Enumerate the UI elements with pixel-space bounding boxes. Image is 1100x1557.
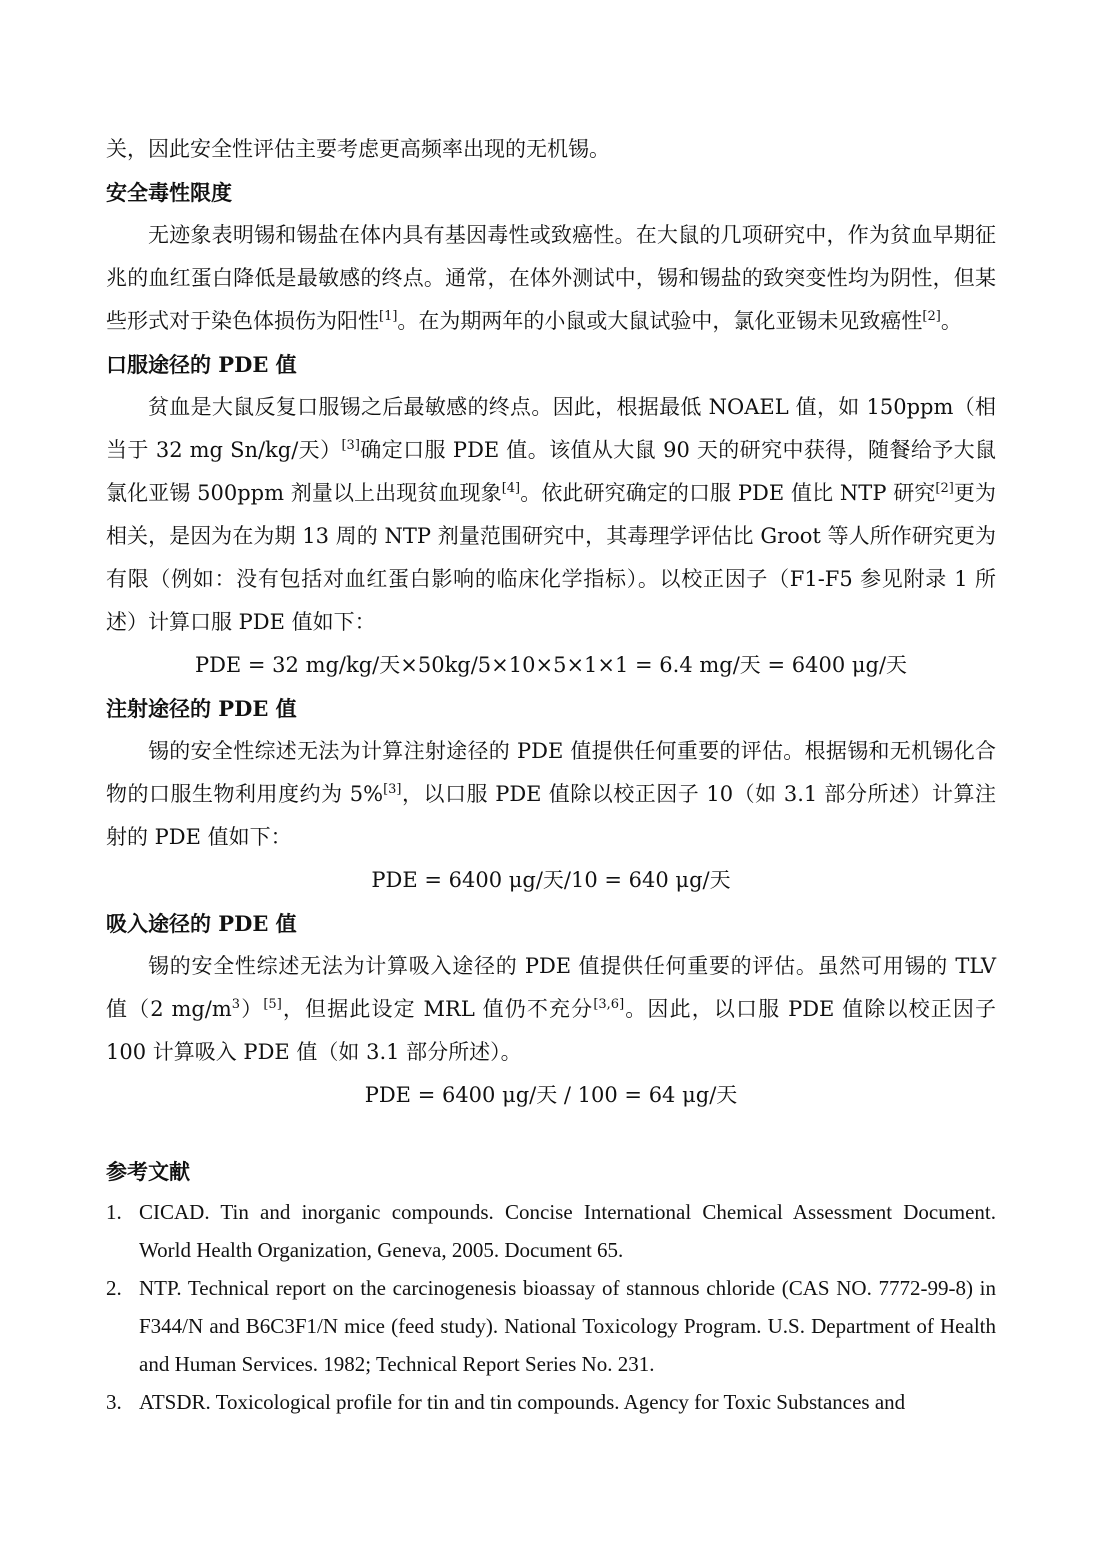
reference-item-3	[106, 1383, 996, 1421]
oral-citation-4: [4]	[501, 481, 521, 496]
inhalation-text-3: ，但据此设定 MRL 值仍不充分	[281, 997, 594, 1021]
reference-number: 1.	[106, 1200, 122, 1224]
parenteral-equation: PDE = 6400 μg/天/10 = 640 μg/天	[371, 868, 731, 892]
oral-heading: 口服途径的 PDE 值	[106, 352, 297, 377]
inhalation-text-2: ）	[240, 997, 264, 1021]
references-heading: 参考文献	[106, 1159, 190, 1184]
reference-text: NTP. Technical report on the carcinogenesis bioassay of stannous chloride (CAS NO. 7772-99-8) in F344/N and B6C3F1/N mice (feed study). National Toxicology Program. U.S. Department of Health and Human Services. 1982; Technical Report Series No. 231.	[139, 1276, 996, 1376]
parenteral-text-2: ，以口服 PDE 值除以校正因子 10（如 3.1 部分所述）计算注射的 PDE 值如下：	[106, 782, 996, 849]
inhalation-text-4: 。因此，以口服 PDE 值除以校正因子 100 计算吸入 PDE 值（如 3.1 部分所述）。	[106, 997, 997, 1064]
safety-text-a: 无迹象表明锡和锡盐在体内具有基因毒性或致癌性。在大鼠的几项研究中，作为贫血早期征兆的血红蛋白降低是最敏感的终点。通常，在体外测试中，锡和锡盐的致突变性均为阴性，但某些形式对于染色体损伤为阳性	[106, 223, 996, 333]
reference-text: ATSDR. Toxicological profile for tin and tin compounds. Agency for Toxic Substances and	[139, 1390, 906, 1414]
reference-number: 3.	[106, 1390, 122, 1414]
oral-text-3: 。依此研究确定的口服 PDE 值比 NTP 研究	[520, 481, 936, 505]
inhalation-heading: 吸入途径的 PDE 值	[106, 911, 297, 936]
reference-text: CICAD. Tin and inorganic compounds. Concise International Chemical Assessment Document. World Health Organization, Geneva, 2005. Document 65.	[139, 1200, 996, 1262]
citation-1: [1]	[379, 309, 398, 324]
oral-text-4: 更为相关，是因为在为期 13 周的 NTP 剂量范围研究中，其毒理学评估比 Groot 等人所作研究更为有限（例如：没有包括对血红蛋白影响的临床化学指标）。以校正因子（F1-F5 参见附录 1 所述）计算口服 PDE 值如下：	[106, 481, 997, 634]
oral-equation: PDE = 32 mg/kg/天×50kg/5×10×5×1×1 = 6.4 mg/天 = 6400 μg/天	[194, 653, 908, 677]
reference-item-1	[106, 1193, 996, 1269]
reference-item-2	[106, 1269, 996, 1383]
cubic-exponent: 3	[231, 997, 241, 1012]
inhalation-citation-3-6: [3,6]	[593, 997, 625, 1012]
oral-citation-2: [2]	[935, 481, 954, 496]
reference-number: 2.	[106, 1276, 122, 1300]
section-spacer	[106, 1117, 996, 1150]
oral-text-1: 贫血是大鼠反复口服锡之后最敏感的终点。因此，根据最低 NOAEL 值，如 150ppm（相当于 32 mg Sn/kg/天）	[106, 395, 996, 462]
parenteral-paragraph	[106, 730, 996, 859]
citation-2: [2]	[922, 309, 941, 324]
safety-heading: 安全毒性限度	[106, 180, 232, 205]
oral-paragraph	[106, 386, 996, 644]
parenteral-heading: 注射途径的 PDE 值	[106, 696, 297, 721]
parenteral-citation-3: [3]	[383, 782, 402, 797]
safety-paragraph	[106, 214, 996, 343]
parenteral-text-1: 锡的安全性综述无法为计算注射途径的 PDE 值提供任何重要的评估。根据锡和无机锡化合物的口服生物利用度约为 5%	[106, 739, 996, 806]
reference-list	[106, 1193, 996, 1421]
safety-text-b: 。在为期两年的小鼠或大鼠试验中，氯化亚锡未见致癌性	[397, 309, 923, 333]
inhalation-paragraph	[106, 945, 996, 1074]
inhalation-equation: PDE = 6400 μg/天 / 100 = 64 μg/天	[364, 1083, 738, 1107]
intro-line: 关，因此安全性评估主要考虑更高频率出现的无机锡。	[106, 137, 610, 161]
inhalation-citation-5: [5]	[263, 997, 282, 1012]
oral-text-2: 确定口服 PDE 值。该值从大鼠 90 天的研究中获得，随餐给予大鼠氯化亚锡 500ppm 剂量以上出现贫血现象	[106, 438, 997, 505]
inhalation-text-1: 锡的安全性综述无法为计算吸入途径的 PDE 值提供任何重要的评估。虽然可用锡的 TLV 值（2 mg/m	[106, 954, 996, 1021]
oral-citation-3: [3]	[341, 438, 360, 453]
safety-text-c: 。	[940, 309, 962, 333]
